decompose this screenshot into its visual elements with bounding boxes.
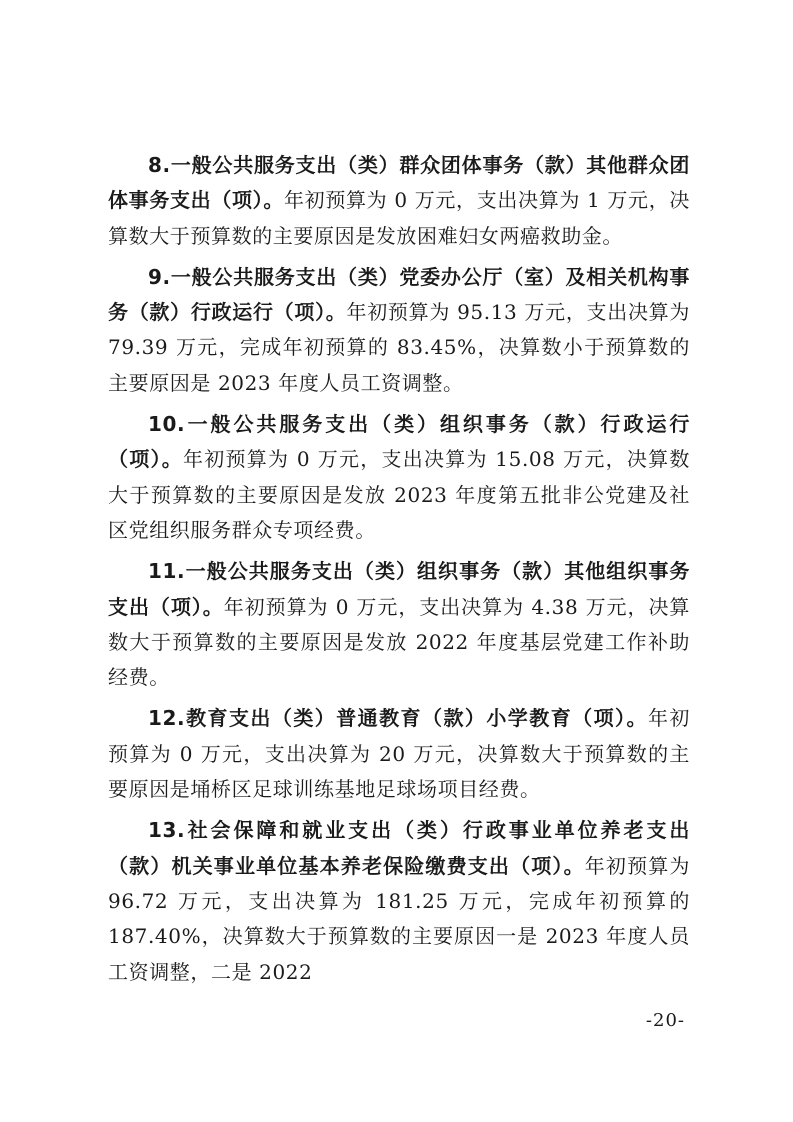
paragraph-item-10: [108, 407, 690, 548]
paragraph-heading: 8.一般公共服务支出（类）群众团体事务（款）其他群众团体事务支出（项）。: [108, 153, 690, 213]
paragraph-text: 年初预算为 0 万元，支出决算为 4.38 万元，决算数大于预算数的主要原因是发放 2022 年度基层党建工作补助经费。: [108, 594, 690, 690]
paragraph-item-8: [108, 148, 690, 254]
paragraph-text: 年初预算为 95.13 万元，支出决算为 79.39 万元，完成年初预算的 83.45%，决算数小于预算数的主要原因是 2023 年度人员工资调整。: [108, 300, 690, 395]
paragraph-item-11: [108, 554, 690, 695]
paragraph-item-12: [108, 701, 690, 807]
paragraph-item-9: [108, 260, 690, 401]
paragraph-heading: 13.社会保障和就业支出（类）行政事业单位养老支出（款）机关事业单位基本养老保险缴费支出（项）。: [108, 818, 690, 878]
paragraph-text: 年初预算为 96.72 万元，支出决算为 181.25 万元，完成年初预算的 187.40%，决算数大于预算数的主要原因一是 2023 年度人员工资调整，二是 2022: [108, 853, 690, 984]
paragraph-text: 年初预算为 0 万元，支出决算为 20 万元，决算数大于预算数的主要原因是埇桥区足球训练基地足球场项目经费。: [108, 706, 691, 802]
paragraph-heading: 12.教育支出（类）普通教育（款）小学教育（项）。: [148, 706, 648, 731]
paragraph-item-13: [108, 813, 690, 989]
paragraph-text: 年初预算为 0 万元，支出决算为 15.08 万元，决算数大于预算数的主要原因是发放 2023 年度第五批非公党建及社区党组织服务群众专项经费。: [108, 447, 690, 542]
page-body: [108, 148, 690, 996]
page-number: -20-: [645, 1010, 685, 1031]
paragraph-heading: 10.一般公共服务支出（类）组织事务（款）行政运行（项）。: [108, 412, 690, 472]
paragraph-heading: 11.一般公共服务支出（类）组织事务（款）其他组织事务支出（项）。: [108, 559, 690, 619]
paragraph-heading: 9.一般公共服务支出（类）党委办公厅（室）及相关机构事务（款）行政运行（项）。: [108, 264, 690, 325]
paragraph-text: 年初预算为 0 万元，支出决算为 1 万元，决算数大于预算数的主要原因是发放困难妇女两癌救助金。: [108, 188, 690, 248]
